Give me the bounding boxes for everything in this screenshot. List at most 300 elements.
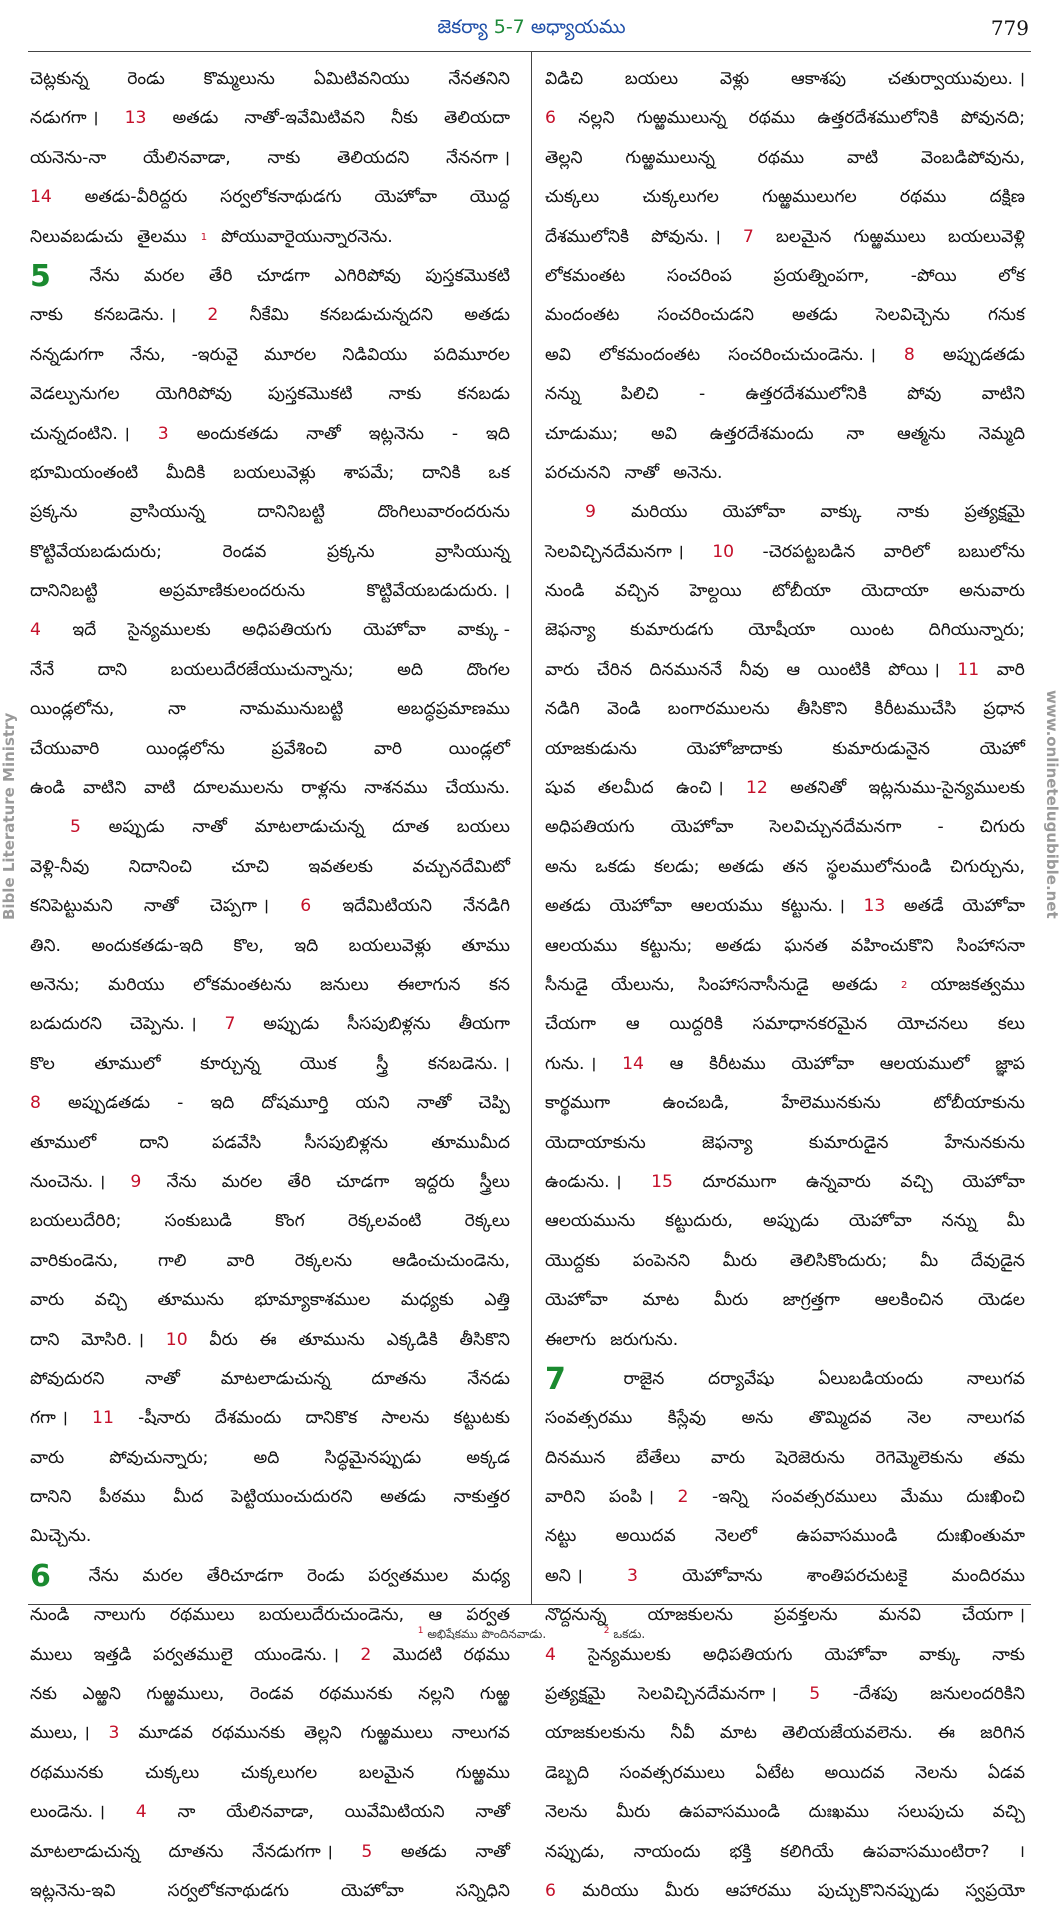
word: చూడగా — [336, 1171, 390, 1192]
text-line — [545, 1281, 1025, 1320]
word: సంవత్సరములు — [619, 1762, 725, 1783]
word: చిగురు — [979, 817, 1025, 838]
text-line — [545, 218, 1025, 257]
word: కిరీటము — [709, 1053, 766, 1074]
word: మూరల — [264, 344, 317, 365]
footnote-2-text: ఒకడు. — [613, 1627, 646, 1641]
text-line — [545, 1124, 1025, 1163]
word: వారిని — [545, 1487, 586, 1508]
text-line — [545, 1872, 1025, 1911]
word: సంచరించుడని — [657, 305, 754, 326]
word: నీవీ — [670, 1723, 695, 1744]
word: యేలినవాడా, — [226, 1802, 314, 1823]
text-line — [545, 60, 1025, 99]
text-line — [30, 808, 510, 847]
text-line — [30, 218, 510, 257]
word: తూము — [461, 935, 510, 956]
word: సమాధానకరమైన — [752, 1014, 868, 1035]
word: మీరు — [664, 1880, 700, 1901]
text-line — [30, 887, 510, 926]
word: యిండ్లలోను — [145, 738, 225, 759]
verse-number: 2 — [360, 1644, 372, 1665]
word: సంకుబుడి — [164, 1211, 232, 1232]
word: మీదికి — [166, 462, 206, 483]
word: - — [451, 423, 459, 444]
word: చెప్పగా । — [209, 896, 270, 917]
word: అనువారు — [959, 581, 1025, 602]
word: తీయగా — [458, 1014, 510, 1035]
text-line — [545, 1478, 1025, 1517]
word: బయలుదేరిరి; — [30, 1211, 122, 1232]
word: నాతో — [192, 817, 227, 838]
word: పుస్తకమొకటి — [425, 265, 510, 286]
word: దోషమూర్తి — [261, 1093, 329, 1114]
word: జరుగును. — [610, 1329, 679, 1350]
text-line — [30, 1281, 510, 1320]
word: కొట్టివేయబడుదురు; — [30, 541, 162, 562]
word: స్థలములోనుండి — [826, 856, 932, 877]
word: ఉపవాసముంటిరా? — [862, 1841, 990, 1862]
word: యేలును, — [611, 974, 675, 995]
word: యెహోజాదాకు — [686, 738, 783, 759]
word: ఉపవాసముండి — [678, 1802, 780, 1823]
word: కుమారుడునైన — [832, 738, 930, 759]
text-line — [545, 454, 1025, 493]
text-line — [545, 611, 1025, 650]
word: మందిరము — [951, 1565, 1025, 1586]
word: నేనడిగి — [463, 896, 510, 917]
word: పంపి । — [608, 1487, 654, 1508]
word: టోబీయా — [771, 581, 831, 602]
section-word: అధ్యాయము — [530, 16, 626, 38]
word: నన్నడుగగా — [30, 344, 104, 365]
word: అప్పుడు — [108, 817, 165, 838]
footnote-2-mark: 2 — [603, 1626, 610, 1636]
word: అవి — [545, 344, 571, 365]
word: నాతో — [475, 1841, 510, 1862]
word: తీసికొని — [796, 699, 848, 720]
word: సైన్యములకు — [127, 620, 211, 641]
verse-number: 14 — [622, 1053, 644, 1074]
text-line — [30, 1439, 510, 1478]
text-line — [545, 1045, 1025, 1084]
text-line — [545, 1321, 1025, 1360]
word: కార్థముగా — [545, 1093, 611, 1114]
text-line — [545, 1005, 1025, 1044]
word: గుఱ్ఱములున్న — [636, 108, 727, 129]
word: ప్రధాన — [983, 699, 1025, 720]
word: నాలుగు — [93, 1605, 146, 1626]
text-line — [545, 533, 1025, 572]
word: దానికొక — [305, 1408, 358, 1429]
word: అది — [397, 659, 424, 680]
word: భూమ్యాకాశముల — [254, 1290, 371, 1311]
word: కొల — [30, 1053, 55, 1074]
word: మీరు — [615, 1802, 651, 1823]
verse-number: 7 — [224, 1014, 236, 1035]
word: శాపమే; — [343, 462, 395, 483]
word: నాకు — [992, 1644, 1025, 1665]
word: హేనునకును — [944, 1132, 1025, 1153]
word: నకు — [30, 1684, 57, 1705]
verse-number: 9 — [585, 502, 596, 523]
text-line — [545, 651, 1025, 690]
word: లోకమందంతట — [599, 344, 701, 365]
word: కూర్చున్న — [200, 1053, 261, 1074]
word: నామమునుబట్టి — [239, 699, 344, 720]
word: మాట — [719, 1723, 757, 1744]
text-line — [545, 493, 1025, 532]
verse-number: 15 — [651, 1171, 673, 1192]
word: లోకమంతట — [545, 265, 626, 286]
word: వాక్కు - — [457, 620, 510, 641]
word: వచ్చిన — [614, 581, 660, 602]
word: యుండెను. । — [254, 1644, 340, 1665]
word: నాలుగవ — [966, 1408, 1025, 1429]
word: తూమును — [157, 1290, 224, 1311]
word: వారి — [226, 1250, 255, 1271]
word: వారి — [373, 738, 403, 759]
word: కనిపెట్టుమని — [30, 896, 113, 917]
word: జ్ఞాప — [995, 1053, 1025, 1074]
text-line — [545, 927, 1025, 966]
word: నేను, — [129, 344, 166, 365]
word: జెఫన్యా — [702, 1132, 753, 1153]
word: వెళ్లు — [719, 69, 750, 89]
text-line — [30, 1202, 510, 1241]
word: ఉపవాసముండి — [796, 1526, 898, 1547]
word: రథము — [463, 1644, 510, 1665]
word: -చెరపట్టబడిన — [762, 541, 856, 562]
word: నా — [846, 423, 865, 444]
word: హెల్దయి — [689, 581, 742, 602]
word: యింటికి — [817, 659, 871, 680]
word: యెహో — [979, 738, 1025, 759]
word: నేనతనిని — [448, 69, 510, 89]
word: బంగారములను — [667, 699, 770, 720]
word: పదిమూరల — [433, 344, 510, 365]
word: కొట్టివేయబడుదురు. । — [366, 581, 510, 602]
word: ఈ — [937, 1723, 955, 1744]
word: వెంబడిపోవును, — [920, 147, 1025, 168]
word: ఏమిటివనియు — [313, 69, 410, 89]
word: యింట — [849, 620, 894, 641]
word: నాతో-ఇవేమిటివని — [244, 108, 365, 129]
word: సెలవిచ్చినదేమనగా । — [545, 541, 684, 562]
word: యెహోవా — [824, 1644, 888, 1665]
word: -షీనారు — [138, 1408, 191, 1429]
verse-number: 2 — [677, 1487, 689, 1508]
word: నాతో — [143, 896, 179, 917]
word: అయిదవ — [824, 1762, 885, 1783]
word: చుక్కలు — [545, 187, 600, 208]
word: బలమైన — [776, 226, 832, 247]
word: గుఱ్ఱములుగల — [762, 187, 857, 208]
word: యెహోవా — [791, 1053, 855, 1074]
word: రథము — [748, 108, 796, 129]
word: యెహోవా — [609, 896, 673, 917]
word: చెప్పెను. । — [129, 1014, 197, 1035]
word: వాటి — [144, 778, 176, 799]
word: రెండు — [127, 69, 165, 89]
word: మరియు — [582, 1880, 639, 1901]
word: తలమీద — [597, 778, 654, 799]
word: కలిగియే — [780, 1841, 834, 1862]
word: ఆలయమును — [545, 1211, 636, 1232]
word: పడవేసి — [211, 1132, 262, 1153]
word: నొద్దనున్న — [545, 1605, 607, 1626]
text-line — [30, 1517, 510, 1556]
word: అతడు — [718, 856, 764, 877]
text-line — [545, 730, 1025, 769]
word: యెహోవాను — [682, 1565, 763, 1586]
word: సంవత్సరము — [545, 1408, 633, 1429]
word: కలడు; — [653, 856, 700, 877]
word: వెళ్లి-నీవు — [30, 856, 90, 877]
word: మీ — [920, 1250, 939, 1271]
word: అధిపతియగు — [242, 620, 332, 641]
word: దక్షిణ — [989, 187, 1025, 208]
word: జాగ్రత్తగా — [782, 1290, 840, 1311]
word: అతనితో — [790, 778, 847, 799]
word: అబద్ధప్రమాణము — [396, 699, 510, 720]
word: తన — [782, 856, 808, 877]
word: సింహాసనాసీనుడై — [697, 974, 809, 995]
word: మరల — [221, 1171, 263, 1192]
word: నాతో — [475, 1802, 510, 1823]
word: ఆ — [669, 1053, 684, 1074]
text-line — [30, 651, 510, 690]
word: బయలువెళ్లు — [348, 935, 432, 956]
word: ఉత్తరదేశమందు — [709, 423, 814, 444]
text-line — [30, 60, 510, 99]
word: మరల — [142, 1565, 183, 1586]
word: నాతో — [624, 462, 660, 483]
text-line — [30, 730, 510, 769]
word: సింహాసనా — [956, 935, 1025, 956]
word: నేనే — [30, 659, 55, 680]
word: నా — [177, 1802, 196, 1823]
word: నా — [167, 699, 186, 720]
word: తీసికొని — [459, 1329, 510, 1350]
word: ఇదేమిటియని — [342, 896, 432, 917]
word: నల్లని — [418, 1684, 455, 1705]
word: నట్టు — [545, 1526, 577, 1547]
verse-number: 10 — [712, 541, 735, 562]
word: సెలవిచ్చెను — [875, 305, 950, 326]
text-line — [30, 296, 510, 335]
word: అతడు — [400, 1841, 447, 1862]
word: నాకు — [388, 384, 422, 405]
word: దూత — [392, 817, 430, 838]
word: కట్టుటకు — [453, 1408, 510, 1429]
word: ఘనత — [784, 935, 828, 956]
word: దానినిబట్టి — [257, 502, 325, 523]
word: సంవత్సరములు — [771, 1487, 877, 1508]
word: -దేశపు — [852, 1684, 898, 1705]
word: రెక్కలను — [294, 1250, 353, 1271]
verse-number: 3 — [627, 1565, 638, 1586]
word: కొంగ — [275, 1211, 305, 1232]
word: లుండెను. । — [30, 1802, 106, 1823]
word: అతడు — [464, 305, 510, 326]
word: యిద్దరికి — [669, 1014, 723, 1035]
text-line — [30, 178, 510, 217]
word: జనులు — [320, 974, 369, 995]
word: చతుర్వాయువులు. । — [887, 69, 1025, 89]
word: దొంగిలువారందరును — [377, 502, 510, 523]
word: తేరిచూడగా — [206, 1565, 284, 1586]
word: మరల — [143, 265, 185, 286]
word: నాకు — [267, 147, 301, 168]
word: దినమున — [545, 1447, 606, 1468]
verse-number: 13 — [863, 896, 886, 917]
word: గుఱ్ఱము — [455, 1762, 510, 1783]
word: మొదటి — [392, 1644, 443, 1665]
text-line — [30, 1557, 510, 1596]
word: వ్రాసియున్న — [435, 541, 510, 562]
word: పోవును. । — [651, 226, 721, 247]
word: వచ్చి — [94, 1290, 127, 1311]
word: నెమ్మది — [978, 423, 1025, 444]
word: నాతో — [416, 1093, 452, 1114]
word: ఏటేట — [755, 1762, 795, 1783]
word: చున్నదంటిని. । — [30, 423, 130, 444]
word: వచ్చి — [992, 1802, 1025, 1823]
word: బయలు — [624, 69, 679, 89]
verse-number: 13 — [124, 108, 147, 129]
word: చేయువారి — [30, 738, 100, 759]
word: చేయును. — [445, 778, 510, 799]
verse-number: 8 — [903, 344, 915, 365]
word: యెహోవా — [341, 1880, 404, 1901]
verse-number: 3 — [108, 1723, 120, 1744]
word: తూమును — [298, 1329, 365, 1350]
text-line — [545, 887, 1025, 926]
word: ఆడించుచుండెను, — [392, 1250, 510, 1271]
word: గాలి — [158, 1250, 187, 1271]
word: షువ — [545, 778, 576, 799]
word: ఆలయము — [690, 896, 763, 917]
word: నేను — [88, 1565, 119, 1586]
word: మీరు — [713, 1290, 749, 1311]
word: యాజకులను — [647, 1605, 733, 1626]
verse-number: 6 — [545, 1880, 556, 1901]
word: సిద్ధమైనప్పుడు — [324, 1447, 422, 1468]
verse-number: 12 — [745, 778, 768, 799]
word: తెలియదని — [337, 147, 410, 168]
word: మాట — [642, 1290, 680, 1311]
word: తెల్లని — [545, 147, 583, 168]
verse-number: 10 — [165, 1329, 188, 1350]
word: ఆలకించిన — [874, 1290, 944, 1311]
word: ప్రత్యక్షమై — [964, 502, 1025, 523]
word: తమ — [993, 1447, 1025, 1468]
word: కట్టుదురు, — [665, 1211, 733, 1232]
word: మరియు — [631, 502, 688, 523]
word: యెదాయా — [861, 581, 929, 602]
word: వాటిని — [82, 778, 127, 799]
word: దొంగల — [466, 659, 510, 680]
text-line — [545, 1163, 1025, 1202]
word: ఉన్నవారు — [805, 1171, 871, 1192]
word: అప్రమాణికులందరును — [159, 581, 306, 602]
word: కొమ్మలును — [203, 69, 275, 89]
word: - — [177, 1093, 184, 1114]
word: నెలలో — [715, 1526, 757, 1547]
word: ప్రక్కను — [327, 541, 375, 562]
verse-number: 8 — [30, 1093, 41, 1114]
verse-number: 4 — [545, 1644, 556, 1665]
word: అతడు — [831, 974, 878, 995]
word: స్వప్రయో — [965, 1880, 1025, 1901]
word: బయలుదేరుచుండెను, — [258, 1605, 405, 1626]
word: గగా । — [30, 1408, 68, 1429]
word: గుఱ్ఱములు — [360, 1723, 433, 1744]
chapter-number: 5 — [30, 258, 51, 294]
chapter-number: 6 — [30, 1558, 51, 1594]
word: సాలను — [381, 1408, 430, 1429]
word: షెరెజెరును — [775, 1447, 845, 1468]
word: భూమియంతంటి — [30, 462, 139, 483]
word: చూచి — [231, 856, 270, 877]
word: అని । — [545, 1565, 583, 1586]
word: పోవుచున్నారు; — [109, 1447, 209, 1468]
word: కట్టును. । — [781, 896, 845, 917]
word: యెదాయాకును — [545, 1132, 646, 1153]
word: రథములు — [169, 1605, 235, 1626]
word: కుమారుడైన — [808, 1132, 889, 1153]
word: అయిదవ — [615, 1526, 676, 1547]
word: సంచరింప — [666, 265, 732, 286]
word: ఆ — [428, 1605, 443, 1626]
word: నడుగగా । — [30, 108, 99, 129]
verse-number: 14 — [30, 187, 52, 208]
word: పర్వతములై — [152, 1644, 233, 1665]
text-line — [545, 1202, 1025, 1241]
word: రెక్కలు — [464, 1211, 510, 1232]
verse-number: 7 — [742, 226, 754, 247]
word: దర్యావేషు — [707, 1368, 775, 1389]
word: ఇట్లనెను — [368, 423, 424, 444]
word: వాటిని — [981, 384, 1025, 405]
word: నిలువబడుచు — [30, 226, 123, 247]
word: రెక్కలవంటి — [347, 1211, 422, 1232]
word: తిని. — [30, 935, 61, 956]
word: దానికి — [422, 462, 461, 483]
word: కలు — [997, 1014, 1025, 1035]
word: నాయందు — [633, 1841, 701, 1862]
word: కనబడుచున్నదని — [320, 305, 433, 326]
text-line — [30, 415, 510, 454]
word: అధిపతియగు — [702, 1644, 793, 1665]
word: యెహోవా — [962, 896, 1025, 917]
word: దానిని — [30, 1487, 72, 1508]
word: మందంతట — [545, 305, 620, 326]
verse-number: 5 — [361, 1841, 373, 1862]
word: దుఃఖము — [808, 1802, 869, 1823]
word: పిలిచి — [620, 384, 659, 405]
text-line — [545, 336, 1025, 375]
word: నన్ను — [941, 1211, 977, 1232]
word: గుఱ్ఱములు — [853, 226, 926, 247]
word: మూడవ — [138, 1723, 193, 1744]
text-line — [545, 1675, 1025, 1714]
word: చేయగా — [545, 1014, 596, 1035]
word: మీరు — [722, 1250, 758, 1271]
word: యేలినవాడా, — [142, 147, 231, 168]
word: బబులోను — [957, 541, 1025, 562]
